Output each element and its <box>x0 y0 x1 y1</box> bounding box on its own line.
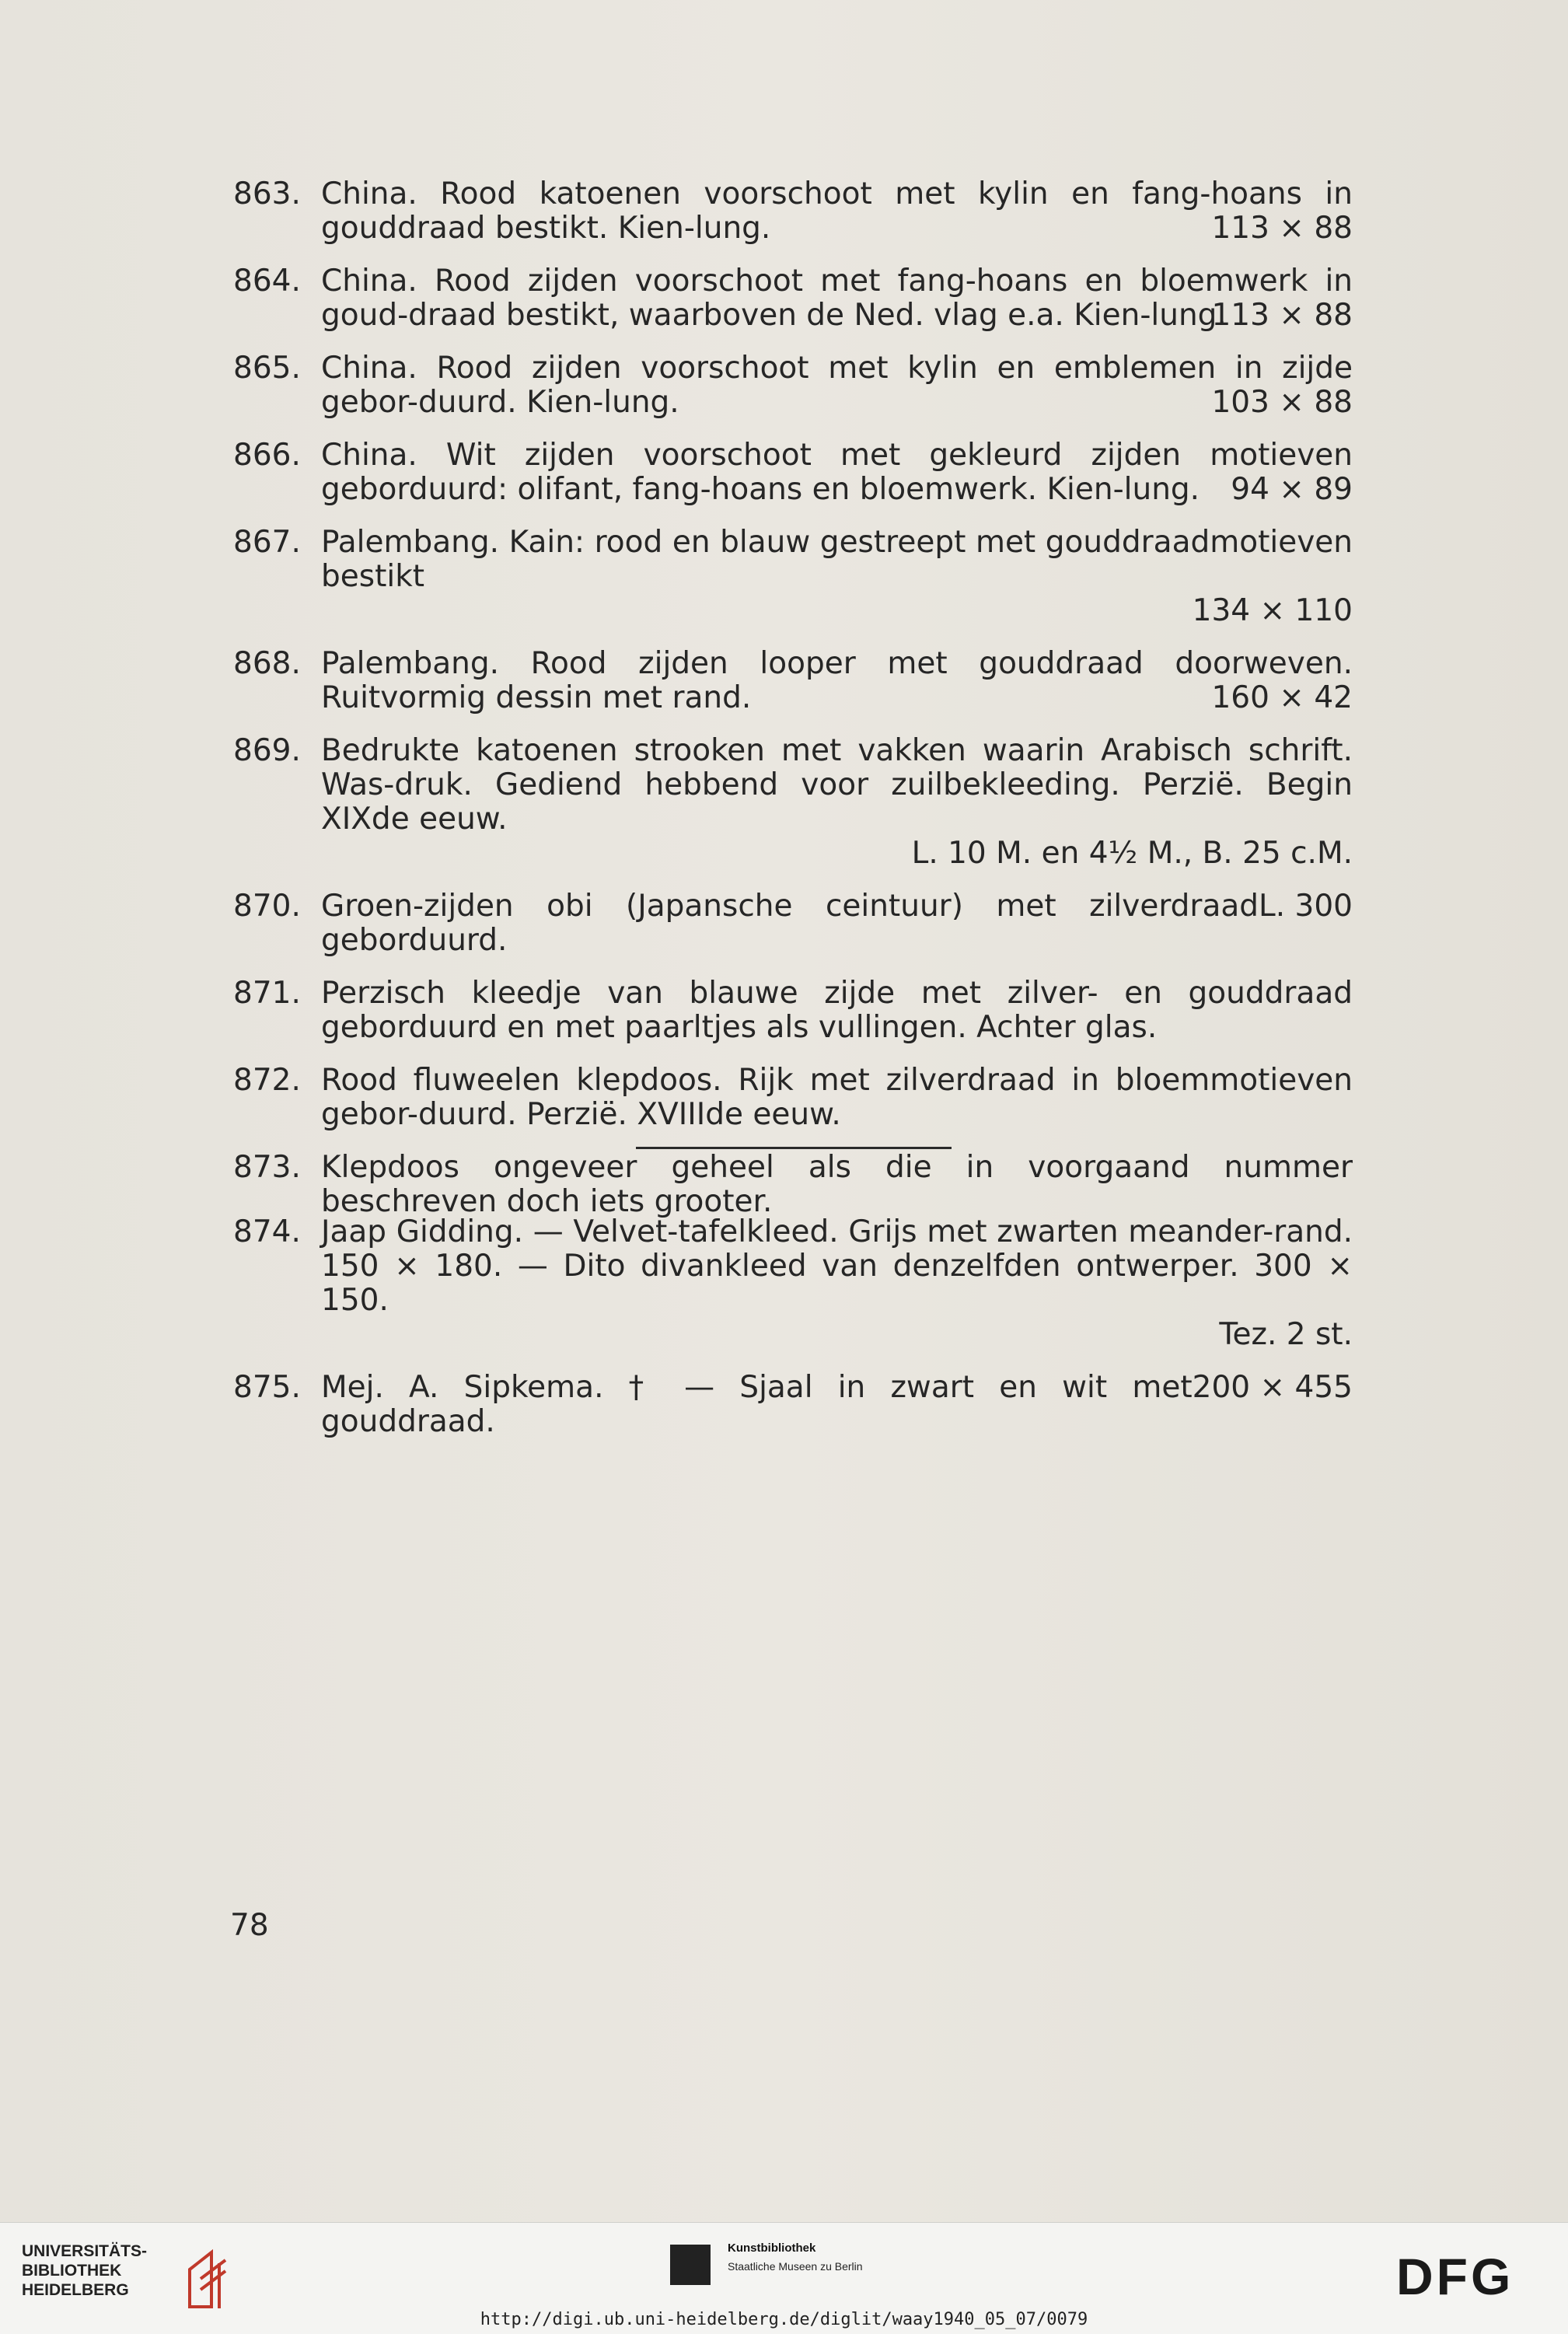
entry-dimensions: 134 × 110 <box>1192 593 1353 628</box>
entry-number: 865. <box>233 351 301 386</box>
entry-text: China. Rood zijden voorschoot met kylin en emblemen in zijde gebor-duurd. Kien-lung. <box>321 351 1353 420</box>
catalogue-entries-modern <box>233 1215 1353 1458</box>
entry-number: 867. <box>233 525 301 560</box>
entry-number: 872. <box>233 1063 301 1098</box>
entry-number: 866. <box>233 438 301 473</box>
entry-text: Palembang. Kain: rood en blauw gestreept met gouddraadmotieven bestikt <box>321 525 1353 594</box>
ub-logo-line: HEIDELBERG <box>22 2281 129 2299</box>
entry-text: China. Wit zijden voorschoot met gekleurd zijden motieven geborduurd: olifant, fang-hoans en bloemwerk. Kien-lung. <box>321 438 1353 507</box>
catalogue-entry <box>233 351 1353 420</box>
ub-logo-line: BIBLIOTHEK <box>22 2262 122 2280</box>
entry-dimensions: L. 10 M. en 4½ M., B. 25 c.M. <box>911 836 1353 871</box>
entry-number: 869. <box>233 733 301 768</box>
entry-number: 864. <box>233 264 301 299</box>
entry-text: Groen-zijden obi (Japansche ceintuur) met zilverdraad geborduurd. <box>321 889 1259 958</box>
catalogue-entry <box>233 1371 1353 1439</box>
entry-number: 875. <box>233 1370 301 1405</box>
entry-text: Bedrukte katoenen strooken met vakken waarin Arabisch schrift. Was-druk. Gediend hebbend voor zuilbekleeding. Perzië. Begin XIXde eeuw. <box>321 733 1353 837</box>
catalogue-entries <box>233 177 1353 1238</box>
catalogue-entry <box>233 977 1353 1045</box>
viewer-footer <box>0 2222 1568 2334</box>
catalogue-entry <box>233 264 1353 333</box>
entry-text: Klepdoos ongeveer geheel als die in voorgaand nummer beschreven doch iets grooter. <box>321 1150 1353 1219</box>
entry-dimensions: 103 × 88 <box>1211 385 1353 420</box>
ub-logo-line: UNIVERSITÄTS- <box>22 2242 148 2260</box>
catalogue-entry <box>233 1064 1353 1132</box>
entry-number: 870. <box>233 889 301 924</box>
entry-text: Rood fluweelen klepdoos. Rijk met zilverdraad in bloemmotieven gebor-duurd. Perzië. XVIIIde eeuw. <box>321 1063 1353 1132</box>
entry-dimensions: Tez. 2 st. <box>1219 1317 1353 1352</box>
dfg-logo-text: DFG <box>1396 2249 1514 2304</box>
entry-text: Palembang. Rood zijden looper met gouddraad doorweven. Ruitvormig dessin met rand. <box>321 646 1353 715</box>
catalogue-entry <box>233 647 1353 715</box>
catalogue-entry <box>233 734 1353 871</box>
entry-number: 871. <box>233 976 301 1011</box>
permalink-url[interactable]: http://digi.ub.uni-heidelberg.de/diglit/waay1940_05_07/0079 <box>480 2310 1088 2329</box>
page-number: 78 <box>230 1908 269 1943</box>
entry-dimensions: 160 × 42 <box>1211 680 1353 715</box>
entry-text: China. Rood zijden voorschoot met fang-hoans en bloemwerk in goud-draad bestikt, waarboven de Ned. vlag e.a. Kien-lung. <box>321 264 1353 333</box>
kunstbibliothek-logo[interactable] <box>670 2240 919 2287</box>
entry-dimensions: 113 × 88 <box>1211 298 1353 333</box>
entry-dimensions: L. 300 <box>1259 889 1353 924</box>
entry-dimensions: 94 × 89 <box>1231 472 1353 507</box>
entry-text: Mej. A. Sipkema. † — Sjaal in zwart en wit met gouddraad. <box>321 1370 1193 1439</box>
catalogue-entry <box>233 1215 1353 1352</box>
catalogue-entry <box>233 526 1353 628</box>
catalogue-entry <box>233 177 1353 246</box>
entry-number: 873. <box>233 1150 301 1185</box>
entry-text: China. Rood katoenen voorschoot met kylin en fang-hoans in gouddraad bestikt. Kien-lung. <box>321 176 1353 246</box>
entry-number: 868. <box>233 646 301 681</box>
university-library-logo[interactable] <box>22 2241 224 2319</box>
dfg-logo[interactable] <box>1396 2249 1544 2304</box>
entry-text: Perzisch kleedje van blauwe zijde met zilver- en gouddraad geborduurd en met paarltjes als vullingen. Achter glas. <box>321 976 1353 1045</box>
entry-text: Jaap Gidding. — Velvet-tafelkleed. Grijs met zwarten meander-rand. 150 × 180. — Dito divankleed van denzelfden ontwerper. 300 × 150. <box>321 1214 1353 1318</box>
catalogue-entry <box>233 1151 1353 1219</box>
entry-number: 863. <box>233 176 301 211</box>
entry-number: 874. <box>233 1214 301 1249</box>
kunstbibliothek-mark-icon <box>670 2245 711 2285</box>
catalogue-entry <box>233 889 1353 958</box>
section-divider <box>636 1147 952 1149</box>
kunstbibliothek-subtitle: Staatliche Museen zu Berlin <box>728 2260 863 2273</box>
ub-emblem-icon <box>185 2248 232 2311</box>
entry-dimensions: 113 × 88 <box>1211 211 1353 246</box>
catalogue-entry <box>233 438 1353 507</box>
kunstbibliothek-name: Kunstbibliothek <box>728 2241 816 2255</box>
entry-dimensions: 200 × 455 <box>1192 1370 1353 1405</box>
